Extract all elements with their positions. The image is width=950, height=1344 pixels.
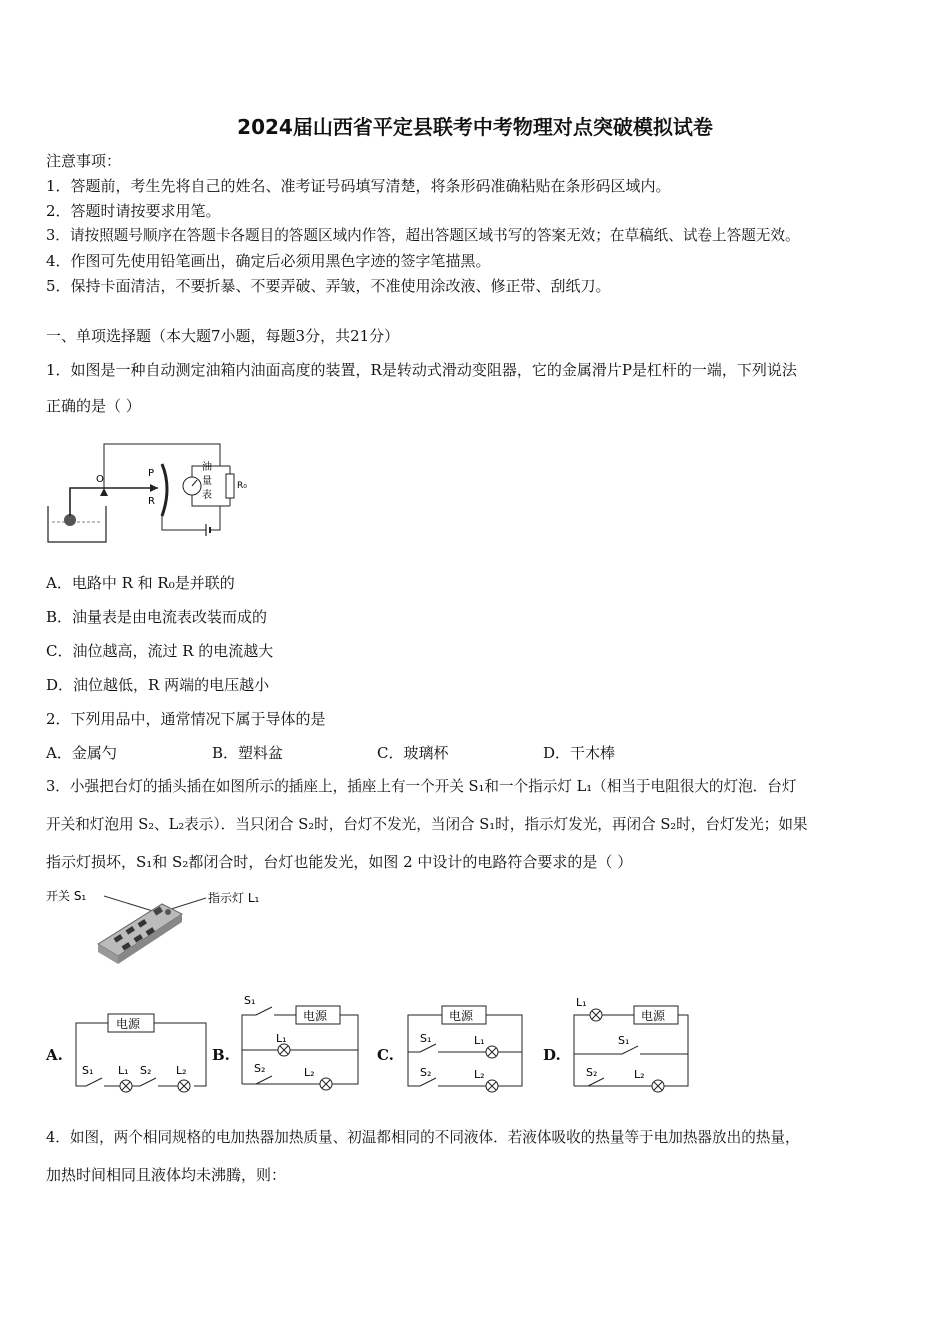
label-o: O — [96, 474, 104, 485]
label-r0: R₀ — [237, 481, 247, 491]
notice-heading: 注意事项： — [46, 152, 122, 170]
q3-circuit-c — [404, 1002, 528, 1092]
label-s1: S₁ — [420, 1032, 432, 1045]
q3-option-b-label: B. — [212, 1046, 230, 1064]
lamp-pointer — [168, 898, 206, 910]
lever — [70, 488, 158, 516]
label-l1: L₁ — [474, 1034, 485, 1047]
q3-circuit-a — [72, 1004, 210, 1094]
q2-option-a: A．金属勺 — [46, 744, 117, 762]
switch-s1 — [420, 1044, 436, 1052]
q1-stem-line1: 1．如图是一种自动测定油箱内油面高度的装置，R是转动式滑动变阻器，它的金属滑片P是杠杆的一端，下列说法 — [46, 361, 797, 379]
notice-item-5: 5．保持卡面清洁，不要折暴、不要弄破、弄皱，不准使用涂改液、修正带、刮纸刀。 — [46, 277, 611, 295]
q3-circuit-b — [238, 992, 368, 1092]
slider-arrow — [150, 484, 158, 492]
socket-switch-label: 开关 S₁ — [46, 889, 87, 903]
q3-socket-figure — [44, 884, 284, 974]
label-s2: S₂ — [420, 1066, 432, 1079]
label-l1: L₁ — [576, 996, 587, 1009]
q2-option-c: C．玻璃杯 — [377, 744, 449, 762]
q3-option-a-label: A. — [46, 1046, 63, 1064]
q3-circuit-d — [570, 996, 694, 1092]
label-s2: S₂ — [254, 1062, 266, 1075]
label-s2: S₂ — [140, 1064, 152, 1077]
switch-s2 — [140, 1078, 156, 1086]
notice-item-1: 1．答题前，考生先将自己的姓名、准考证号码填写清楚，将条形码准确粘贴在条形码区域内。 — [46, 177, 671, 195]
label-l1: L₁ — [276, 1032, 287, 1045]
q1-stem-line2: 正确的是（ ） — [46, 397, 141, 415]
section-heading: 一、单项选择题（本大题7小题，每题3分，共21分） — [46, 327, 400, 345]
q1-option-d: D．油位越低，R 两端的电压越小 — [46, 676, 270, 694]
q3-option-d-label: D. — [543, 1046, 561, 1064]
q3-stem-line3: 指示灯损坏，S₁和 S₂都闭合时，台灯也能发光，如图 2 中设计的电路符合要求的是（ ） — [46, 853, 633, 871]
q3-stem-line2: 开关和灯泡用 S₂、L₂表示）．当只闭合 S₂时，台灯不发光，当闭合 S₁时，指示灯发光，再闭合 S₂时，台灯发光；如果 — [46, 816, 808, 833]
q4-stem-line2: 加热时间相同且液体均未沸腾，则： — [46, 1166, 287, 1184]
wire-bottom-left — [162, 516, 206, 530]
switch-s1 — [86, 1078, 102, 1086]
label-s1: S₁ — [618, 1034, 630, 1047]
q3-stem-line1: 3．小强把台灯的插头插在如图所示的插座上，插座上有一个开关 S₁和一个指示灯 L₁（相当于电阻很大的灯泡．台灯 — [46, 778, 797, 795]
q2-option-b: B．塑料盆 — [212, 744, 284, 762]
label-s2: S₂ — [586, 1066, 598, 1079]
power-label: 电源 — [449, 1009, 474, 1023]
q1-option-c: C．油位越高，流过 R 的电流越大 — [46, 642, 274, 660]
power-label: 电源 — [303, 1009, 328, 1023]
label-l1: L₁ — [118, 1064, 129, 1077]
label-s1: S₁ — [82, 1064, 94, 1077]
label-s1: S₁ — [244, 994, 256, 1007]
label-r: R — [148, 496, 155, 507]
meter-label-3: 表 — [202, 490, 212, 501]
label-l2: L₂ — [176, 1064, 187, 1077]
q4-stem-line1: 4．如图，两个相同规格的电加热器加热质量、初温都相同的不同液体．若液体吸收的热量等于电加热器放出的热量， — [46, 1129, 800, 1146]
page-title: 2024届山西省平定县联考中考物理对点突破模拟试卷 — [237, 115, 713, 139]
power-label: 电源 — [641, 1009, 666, 1023]
pivot — [100, 488, 108, 496]
switch-s1 — [622, 1046, 638, 1054]
label-l2: L₂ — [474, 1068, 485, 1081]
q2-stem: 2．下列用品中，通常情况下属于导体的是 — [46, 710, 326, 728]
switch-s2 — [256, 1076, 272, 1084]
notice-item-3: 3．请按照题号顺序在答题卡各题目的答题区域内作答，超出答题区域书写的答案无效；在草稿纸、试卷上答题无效。 — [46, 227, 800, 244]
label-p: P — [148, 468, 155, 479]
label-l2: L₂ — [304, 1066, 315, 1079]
socket-indicator — [165, 909, 171, 915]
notice-item-4: 4．作图可先使用铅笔画出，确定后必须用黑色字迹的签字笔描黑。 — [46, 252, 491, 270]
meter-label-2: 量 — [202, 476, 212, 487]
wire-bottom-right — [210, 506, 220, 530]
power-label: 电源 — [116, 1017, 141, 1031]
switch-s1 — [256, 1007, 272, 1015]
rheostat-arc — [162, 464, 167, 516]
label-l2: L₂ — [634, 1068, 645, 1081]
meter-label-1: 油 — [202, 462, 212, 473]
oil-tank — [48, 506, 106, 542]
resistor-r0 — [226, 474, 234, 498]
q3-option-c-label: C. — [377, 1046, 394, 1064]
switch-s2 — [588, 1078, 604, 1086]
q1-oil-gauge-figure — [44, 436, 254, 548]
socket-lamp-label: 指示灯 L₁ — [208, 891, 260, 905]
q1-option-a: A．电路中 R 和 R₀是并联的 — [46, 574, 235, 592]
switch-pointer — [104, 896, 156, 912]
q2-option-d: D．干木棒 — [543, 744, 616, 762]
switch-s2 — [420, 1078, 436, 1086]
notice-item-2: 2．答题时请按要求用笔。 — [46, 202, 221, 220]
q1-option-b: B．油量表是由电流表改装而成的 — [46, 608, 268, 626]
